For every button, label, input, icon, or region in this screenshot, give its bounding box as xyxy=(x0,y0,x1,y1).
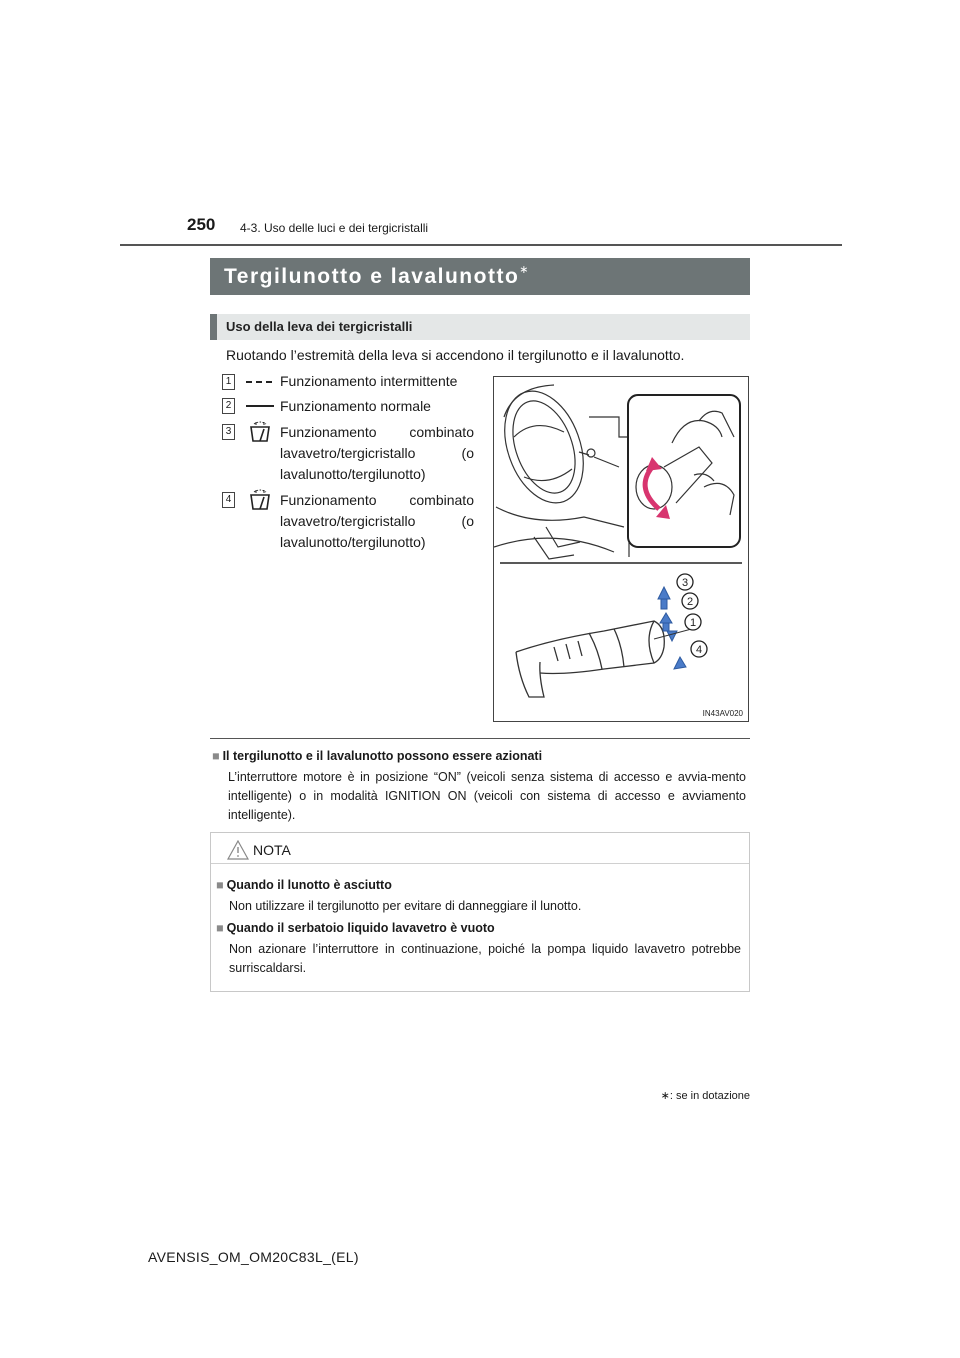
item-number-1: 1 xyxy=(222,374,235,390)
optional-equipment-mark: ∗ xyxy=(519,264,529,276)
square-bullet-icon: ■ xyxy=(216,921,224,935)
page-number: 250 xyxy=(187,215,216,234)
subsection-bar xyxy=(210,314,750,340)
footnote-text: : se in dotazione xyxy=(669,1090,750,1102)
nota-item-body: Non utilizzare il tergilunotto per evitare di danneggiare il lunotto. xyxy=(229,899,582,913)
optional-equipment-mark: ∗ xyxy=(660,1090,670,1102)
item-number-4: 4 xyxy=(222,492,235,508)
note-heading-text: Il tergilunotto e il lavalunotto possono essere azionati xyxy=(222,749,543,763)
item-4-line: lavalunotto/tergilunotto) xyxy=(280,534,426,550)
square-bullet-icon: ■ xyxy=(212,749,220,763)
nota-item-heading-text: Quando il serbatoio liquido lavavetro è vuoto xyxy=(226,921,495,935)
item-number-2: 2 xyxy=(222,398,235,414)
item-1-line: Funzionamento intermittente xyxy=(280,373,458,389)
square-bullet-icon: ■ xyxy=(216,878,224,892)
item-3-line: Funzionamento combinato xyxy=(280,424,474,440)
footnote xyxy=(640,1089,750,1102)
wiper-lever-figure xyxy=(493,376,749,722)
note-heading xyxy=(212,749,542,763)
item-4-line: Funzionamento combinato xyxy=(280,492,474,508)
nota-box xyxy=(210,832,750,992)
figure-code: IN43AV020 xyxy=(702,709,743,718)
item-3-line: lavalunotto/tergilunotto) xyxy=(280,466,426,482)
header-divider xyxy=(120,244,842,246)
item-3-line: lavavetro/tergicristallo (o xyxy=(280,445,474,461)
item-2-text xyxy=(280,396,474,417)
section-title xyxy=(224,265,528,289)
dashed-line-icon xyxy=(246,374,274,390)
item-4-line: lavavetro/tergicristallo (o xyxy=(280,513,474,529)
section-divider xyxy=(210,738,750,739)
rear-washer-icon xyxy=(248,420,272,444)
callout-3: 3 xyxy=(681,577,689,589)
nota-item-heading-text: Quando il lunotto è asciutto xyxy=(226,878,392,892)
nota-item-body: Non azionare l’interruttore in continuazione, poiché la pompa liquido lavavetro potrebbe surriscaldarsi. xyxy=(229,942,741,975)
callout-4: 4 xyxy=(695,644,703,656)
item-3-text xyxy=(280,422,474,485)
intro-text: Ruotando l’estremità della leva si accendono il tergilunotto e il lavalunotto. xyxy=(226,347,685,363)
item-4-text xyxy=(280,490,474,553)
solid-line-icon xyxy=(246,398,274,414)
callout-1: 1 xyxy=(689,617,697,629)
nota-item-heading xyxy=(216,921,495,935)
note-body: L’interruttore motore è in posizione “ON” (veicoli senza sistema di accesso e avvia-mento intelligente) o in modalità IGNITION ON (veicoli con sistema di accesso e avviamento intelligente). xyxy=(228,770,746,822)
callout-2: 2 xyxy=(686,596,694,608)
running-header: 4-3. Uso delle luci e dei tergicristalli xyxy=(240,221,429,235)
subsection-title: Uso della leva dei tergicristalli xyxy=(226,319,413,334)
item-number-3: 3 xyxy=(222,424,235,440)
section-title-text: Tergilunotto e lavalunotto xyxy=(224,265,520,288)
nota-divider xyxy=(211,863,749,864)
section-title-bar xyxy=(210,258,750,295)
document-code: AVENSIS_OM_OM20C83L_(EL) xyxy=(148,1249,359,1265)
warning-triangle-icon xyxy=(227,840,249,860)
nota-label: NOTA xyxy=(253,842,291,858)
nota-item-heading xyxy=(216,878,392,892)
rear-washer-icon xyxy=(248,488,272,512)
wiper-lever-illustration xyxy=(494,377,748,721)
item-2-line: Funzionamento normale xyxy=(280,398,431,414)
item-1-text xyxy=(280,371,474,392)
